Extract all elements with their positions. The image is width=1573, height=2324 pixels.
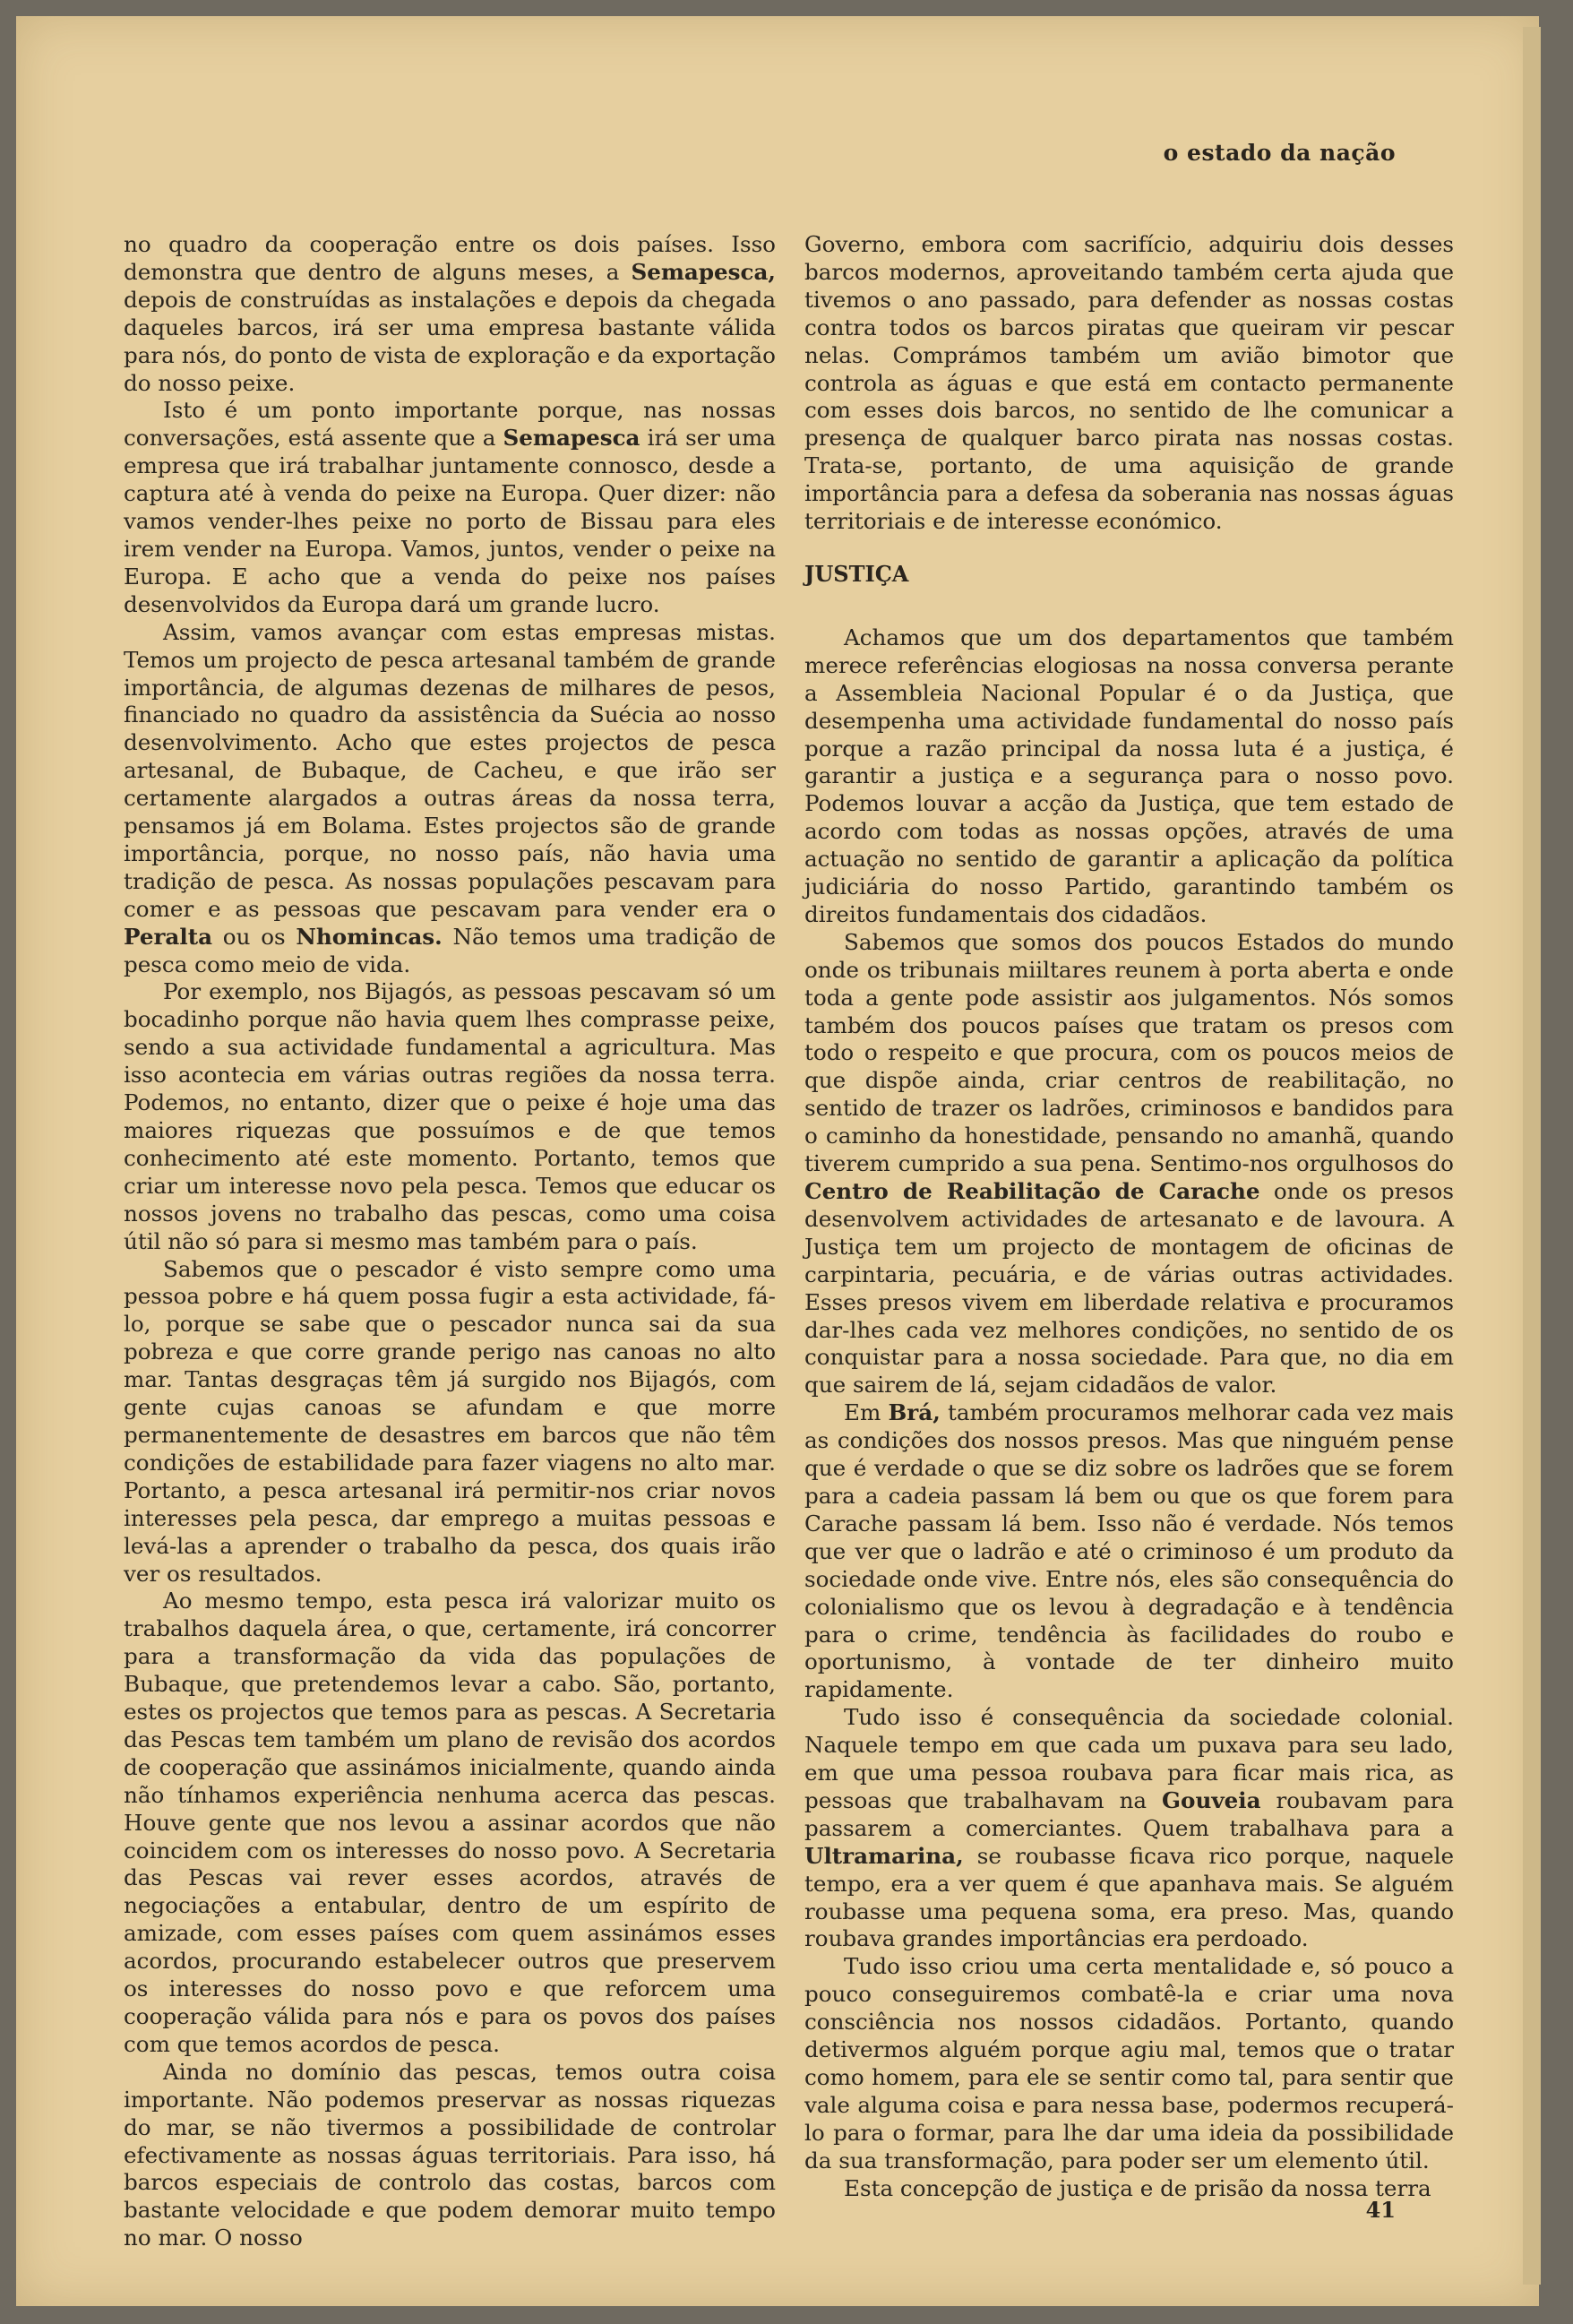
section-heading: JUSTIÇA — [804, 560, 909, 587]
page-edge — [1523, 27, 1541, 2285]
paragraph: Sabemos que o pescador é visto sempre como uma pessoa pobre e há quem possa fugir a esta actividade, fá-lo, porque se sabe que o pescador nunca sai da sua pobreza e que corre grande perigo nas canoas no alto mar. Tantas desgraças têm já surgido nos Bijagós, com gente cujas canoas se afundam e que morre permanentemente de desastres em barcos que não têm condições de estabilidade para fazer viagens no alto mar. Portanto, a pesca artesanal irá permitir-nos criar novos interesses pela pesca, dar emprego a muitas pessoas e levá-las a aprender o trabalho da pesca, dos quais irão ver os resultados. — [124, 1255, 776, 1587]
paragraph: Assim, vamos avançar com estas empresas mistas. Temos um projecto de pesca artesanal também de grande importância, de algumas dezenas de milhares de pesos, financiado no quadro da assistência da Suécia ao nosso desenvolvimento. Acho que estes projectos de pesca artesanal, de Bubaque, de Cacheu, e que irão ser certamente alargados a outras áreas da nossa terra, pensamos já em Bolama. Estes projectos são de grande importância, porque, no nosso país, não havia uma tradição de pesca. As nossas populações pescavam para comer e as pessoas que pescavam para vender era o Peralta ou os Nhomincas. Não temos uma tradição de pesca como meio de vida. — [124, 618, 776, 977]
bold-term: Centro de Reabilitação de Carache — [804, 1178, 1260, 1204]
left-column — [124, 231, 776, 2252]
paragraph: Governo, embora com sacrifício, adquiriu dois desses barcos modernos, aproveitando também certa ajuda que tivemos o ano passado, para defender as nossas costas contra todos os barcos piratas que queiram vir pescar nelas. Comprámos também um avião bimotor que controla as águas e que está em contacto permanente com esses dois barcos, no sentido de lhe comunicar a presença de qualquer barco pirata nas nossas costas. Trata-se, portanto, de uma aquisição de grande importância para a defesa da soberania nas nossas águas territoriais e de interesse económico. — [804, 231, 1454, 535]
paragraph: Por exemplo, nos Bijagós, as pessoas pescavam só um bocadinho porque não havia quem lhes comprasse peixe, sendo a sua actividade fundamental a agricultura. Mas isso acontecia em várias outras regiões da nossa terra. Podemos, no entanto, dizer que o peixe é hoje uma das maiores riquezas que possuímos e de que temos conhecimento até este momento. Portanto, temos que criar um interesse novo pela pesca. Temos que educar os nossos jovens no trabalho das pescas, como uma coisa útil não só para si mesmo mas também para o país. — [124, 978, 776, 1254]
paragraph: Achamos que um dos departamentos que também merece referências elogiosas na nossa conversa perante a Assembleia Nacional Popular é o da Justiça, que desempenha uma actividade fundamental do nosso país porque a razão principal da nossa luta é a justiça, é garantir a justiça e a segurança para o nosso povo. Podemos louvar a acção da Justiça, que tem estado de acordo com todas as nossas opções, através de uma actuação no sentido de garantir a aplicação da política judiciária do nosso Partido, garantindo também os direitos fundamentais dos cidadãos. — [804, 624, 1454, 927]
paragraph: Esta concepção de justiça e de prisão da nossa terra — [844, 2174, 1431, 2201]
paragraph: Ao mesmo tempo, esta pesca irá valorizar muito os trabalhos daquela área, o que, certamente, irá concorrer para a transformação da vida das populações de Bubaque, que pretendemos levar a cabo. São, portanto, estes os projectos que temos para as pescas. A Secretaria das Pescas tem também um plano de revisão dos acordos de cooperação que assinámos inicialmente, quando ainda não tínhamos experiência nenhuma acerca das pescas. Houve gente que nos levou a assinar acordos que não coincidem com os interesses do nosso povo. A Secretaria das Pescas vai rever esses acordos, através de negociações a entabular, dentro de um espírito de amizade, com esses países com quem assinámos esses acordos, procurando estabelecer outros que preservem os interesses do nosso povo e que reforcem uma cooperação válida para nós e para os povos dos países com que temos acordos de pesca. — [124, 1588, 776, 2057]
paragraph: Tudo isso é consequência da sociedade colonial. Naquele tempo em que cada um puxava para seu lado, em que uma pessoa roubava para ficar mais rica, as pessoas que trabalhavam na Gouveia roubavam para passarem a comerciantes. Quem trabalhava para a Ultramarina, se roubasse ficava rico porque, naquele tempo, era a ver quem é que apanhava mais. Se alguém roubasse uma pequena soma, era preso. Mas, quando roubava grandes importâncias era perdoado. — [804, 1704, 1454, 1952]
paragraph: Tudo isso criou uma certa mentalidade e, só pouco a pouco conseguiremos combatê-la e criar uma nova consciência nos nossos cidadãos. Portanto, quando detivermos alguém porque agiu mal, temos que o tratar como homem, para ele se sentir como tal, para sentir que vale alguma coisa e para nessa base, podermos recuperá-lo para o formar, para lhe dar uma ideia da possibilidade da sua transformação, para poder ser um elemento útil. — [804, 1953, 1454, 2173]
paragraph: Ainda no domínio das pescas, temos outra coisa importante. Não podemos preservar as nossas riquezas do mar, se não tivermos a possibilidade de controlar efectivamente as nossas águas territoriais. Para isso, há barcos especiais de controlo das costas, barcos com bastante velocidade e que podem demorar muito tempo no mar. O nosso — [124, 2058, 776, 2251]
right-column — [804, 231, 1454, 2203]
page-number: 41 — [1365, 2197, 1396, 2223]
magazine-page — [16, 16, 1539, 2306]
bold-term: Nhomincas. — [296, 923, 443, 950]
running-title: o estado da nação — [1163, 140, 1396, 166]
bold-term: Gouveia — [1162, 1786, 1261, 1813]
paragraph: Isto é um ponto importante porque, nas nossas conversações, está assente que a Semapesca irá ser uma empresa que irá trabalhar juntamente connosco, desde a captura até à venda do peixe na Europa. Quer dizer: não vamos vender-lhes peixe no porto de Bissau para eles irem vender na Europa. Vamos, juntos, vender o peixe na Europa. E acho que a venda do peixe nos países desenvolvidos da Europa dará um grande lucro. — [124, 397, 776, 617]
bold-term: Peralta — [124, 923, 213, 950]
bold-term: Semapesca — [503, 425, 640, 452]
paragraph: Em Brá, também procuramos melhorar cada vez mais as condições dos nossos presos. Mas que ninguém pense que é verdade o que se diz sobre os ladrões que se forem para a cadeia passam lá bem ou que os que forem para Carache passam lá bem. Isso não é verdade. Nós temos que ver que o ladrão e até o criminoso é um produto da sociedade onde vive. Entre nós, eles são consequência do colonialismo que os levou à degradação e à tendência para o crime, tendência às facilidades do roubo e oportunismo, à vontade de ter dinheiro muito rapidamente. — [804, 1399, 1455, 1703]
bold-term: Semapesca, — [631, 258, 776, 285]
bold-term: Ultramarina, — [804, 1842, 964, 1869]
bold-term: Brá, — [888, 1399, 941, 1426]
paragraph: Sabemos que somos dos poucos Estados do mundo onde os tribunais miiltares reunem à porta aberta e onde toda a gente pode assistir aos julgamentos. Nós somos também dos poucos países que tratam os presos com todo o respeito e que procura, com os poucos meios de que dispõe ainda, criar centros de reabilitação, no sentido de trazer os ladrões, criminosos e bandidos para o caminho da honestidade, pensando no amanhã, quando tiverem cumprido a sua pena. Sentimo-nos orgulhosos do Centro de Reabilitação de Carache onde os presos desenvolvem actividades de artesanato e de lavoura. A Justiça tem um projecto de montagem de oficinas de carpintaria, pecuária, e de várias outras actividades. Esses presos vivem em liberdade relativa e procuramos dar-lhes cada vez melhores condições, no sentido de os conquistar para a nossa sociedade. Para que, no dia em que sairem de lá, sejam cidadãos de valor. — [804, 928, 1454, 1399]
paragraph: no quadro da cooperação entre os dois países. Isso demonstra que dentro de alguns meses, a Semapesca, depois de construídas as instalações e depois da chegada daqueles barcos, irá ser uma empresa bastante válida para nós, do ponto de vista de exploração e da exportação do nosso peixe. — [124, 231, 776, 396]
